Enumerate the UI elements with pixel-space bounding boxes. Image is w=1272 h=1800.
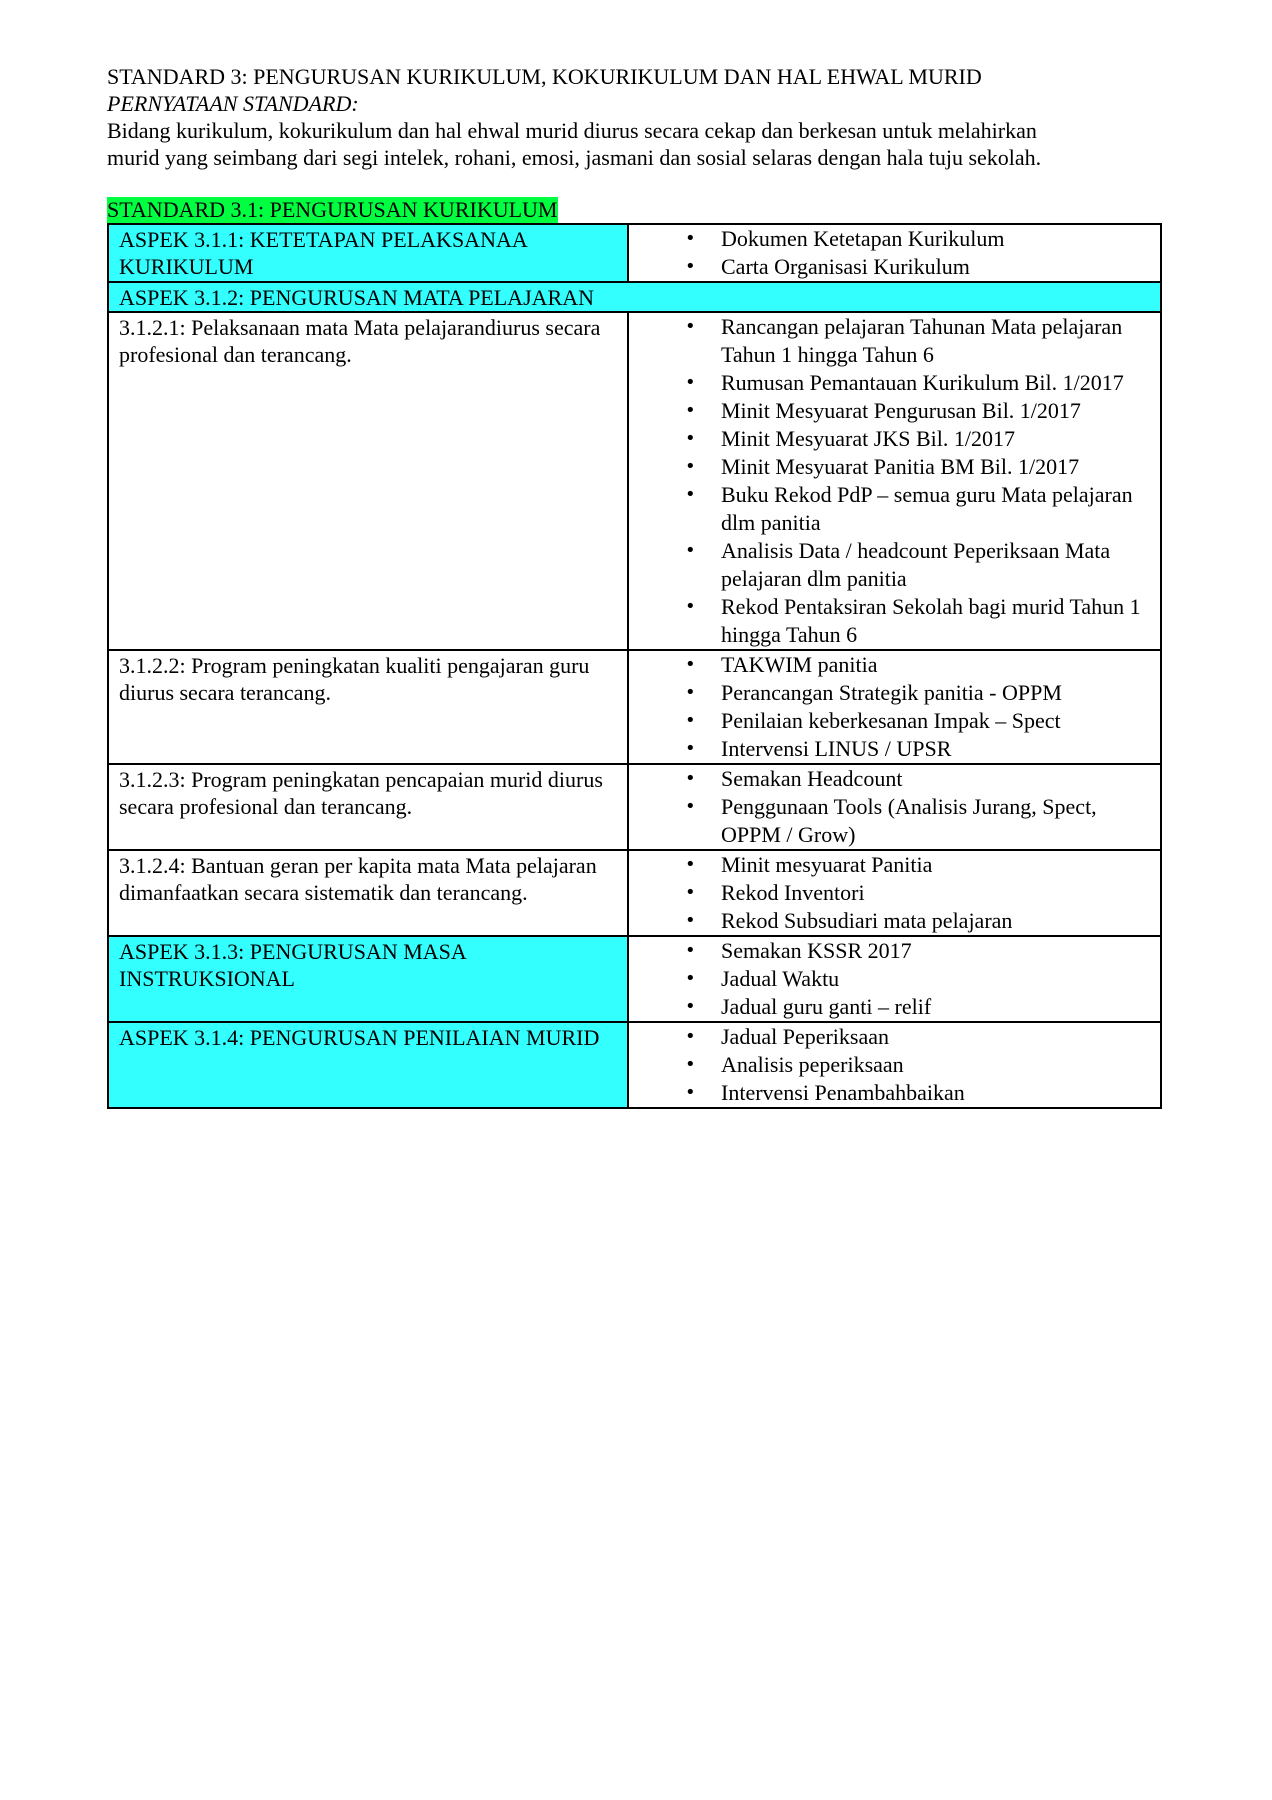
item-3124-label	[108, 850, 628, 936]
item-3124-evidence	[628, 850, 1161, 936]
list-item: • Jadual Peperiksaan	[639, 1023, 1152, 1051]
list-item: • Analisis Data / headcount Peperiksaan Mata pelajaran dlm panitia	[639, 537, 1152, 593]
item-3122-evidence	[628, 650, 1161, 764]
list-item: • Jadual Waktu	[639, 965, 1152, 993]
list-item: • Minit mesyuarat Panitia	[639, 851, 1152, 879]
aspek-311-evidence	[628, 224, 1161, 282]
list-item: • Semakan Headcount	[639, 765, 1152, 793]
table-row-3124	[108, 850, 1161, 936]
aspek-label-text: ASPEK 3.1.3: PENGURUSAN MASA INSTRUKSIONAL	[119, 939, 466, 991]
aspek-label-text: ASPEK 3.1.2: PENGURUSAN MATA PELAJARAN	[119, 285, 594, 310]
item-3123-evidence	[628, 764, 1161, 850]
statement-text-line-2: murid yang seimbang dari segi intelek, rohani, emosi, jasmani dan sosial selaras dengan hala tuju sekolah.	[107, 145, 1042, 170]
list-item: • Penilaian keberkesanan Impak – Spect	[639, 707, 1152, 735]
evidence-list	[639, 1023, 1152, 1107]
list-item: • Rekod Pentaksiran Sekolah bagi murid Tahun 1 hingga Tahun 6	[639, 593, 1152, 649]
list-item: • Buku Rekod PdP – semua guru Mata pelajaran dlm panitia	[639, 481, 1152, 537]
evidence-list	[639, 651, 1152, 763]
table-row-aspek-312	[108, 282, 1161, 312]
table-row-3123	[108, 764, 1161, 850]
item-label-text: 3.1.2.4: Bantuan geran per kapita mata Mata pelajaran dimanfaatkan secara sistematik dan terancang.	[119, 853, 597, 905]
list-item: • Analisis peperiksaan	[639, 1051, 1152, 1079]
aspek-311-label	[108, 224, 628, 282]
table-row-aspek-313	[108, 936, 1161, 1022]
item-3122-label	[108, 650, 628, 764]
list-item: • Rekod Inventori	[639, 879, 1152, 907]
statement-text-line-1: Bidang kurikulum, kokurikulum dan hal ehwal murid diurus secara cekap dan berkesan untuk melahirkan	[107, 118, 1037, 143]
list-item: • Minit Mesyuarat Panitia BM Bil. 1/2017	[639, 453, 1152, 481]
evidence-list	[639, 765, 1152, 849]
list-item: • Dokumen Ketetapan Kurikulum	[639, 225, 1152, 253]
evidence-list	[639, 937, 1152, 1021]
evidence-list	[639, 225, 1152, 281]
table-row-3122	[108, 650, 1161, 764]
list-item: • Intervensi LINUS / UPSR	[639, 735, 1152, 763]
standard-heading: STANDARD 3.1: PENGURUSAN KURIKULUM	[107, 197, 558, 222]
list-item: • TAKWIM panitia	[639, 651, 1152, 679]
aspek-313-evidence	[628, 936, 1161, 1022]
item-label-text: 3.1.2.2: Program peningkatan kualiti pengajaran guru diurus secara terancang.	[119, 653, 590, 705]
document-page	[107, 63, 1162, 1109]
aspek-313-label	[108, 936, 628, 1022]
aspek-314-label	[108, 1022, 628, 1108]
page-title: STANDARD 3: PENGURUSAN KURIKULUM, KOKURIKULUM DAN HAL EHWAL MURID	[107, 64, 982, 89]
list-item: • Rekod Subsudiari mata pelajaran	[639, 907, 1152, 935]
evidence-list	[639, 851, 1152, 935]
evidence-list	[639, 313, 1152, 649]
list-item: • Minit Mesyuarat JKS Bil. 1/2017	[639, 425, 1152, 453]
item-3121-evidence	[628, 312, 1161, 650]
statement-label: PERNYATAAN STANDARD:	[107, 91, 359, 116]
list-item: • Perancangan Strategik panitia - OPPM	[639, 679, 1152, 707]
list-item: • Jadual guru ganti – relif	[639, 993, 1152, 1021]
table-row-aspek-314	[108, 1022, 1161, 1108]
list-item: • Rancangan pelajaran Tahunan Mata pelajaran Tahun 1 hingga Tahun 6	[639, 313, 1152, 369]
table-row-aspek-311	[108, 224, 1161, 282]
list-item: • Carta Organisasi Kurikulum	[639, 253, 1152, 281]
item-label-text: 3.1.2.1: Pelaksanaan mata Mata pelajarandiurus secara profesional dan terancang.	[119, 315, 601, 367]
list-item: • Minit Mesyuarat Pengurusan Bil. 1/2017	[639, 397, 1152, 425]
aspek-312-label	[108, 282, 1161, 312]
list-item: • Rumusan Pemantauan Kurikulum Bil. 1/2017	[639, 369, 1152, 397]
table-row-3121	[108, 312, 1161, 650]
aspek-label-text: ASPEK 3.1.1: KETETAPAN PELAKSANAA KURIKULUM	[119, 227, 527, 279]
aspek-label-text: ASPEK 3.1.4: PENGURUSAN PENILAIAN MURID	[119, 1025, 600, 1050]
item-label-text: 3.1.2.3: Program peningkatan pencapaian murid diurus secara profesional dan terancang.	[119, 767, 603, 819]
list-item: • Semakan KSSR 2017	[639, 937, 1152, 965]
item-3121-label	[108, 312, 628, 650]
aspek-314-evidence	[628, 1022, 1161, 1108]
list-item: • Intervensi Penambahbaikan	[639, 1079, 1152, 1107]
list-item: • Penggunaan Tools (Analisis Jurang, Spect, OPPM / Grow)	[639, 793, 1152, 849]
evidence-table	[107, 223, 1162, 1109]
item-3123-label	[108, 764, 628, 850]
